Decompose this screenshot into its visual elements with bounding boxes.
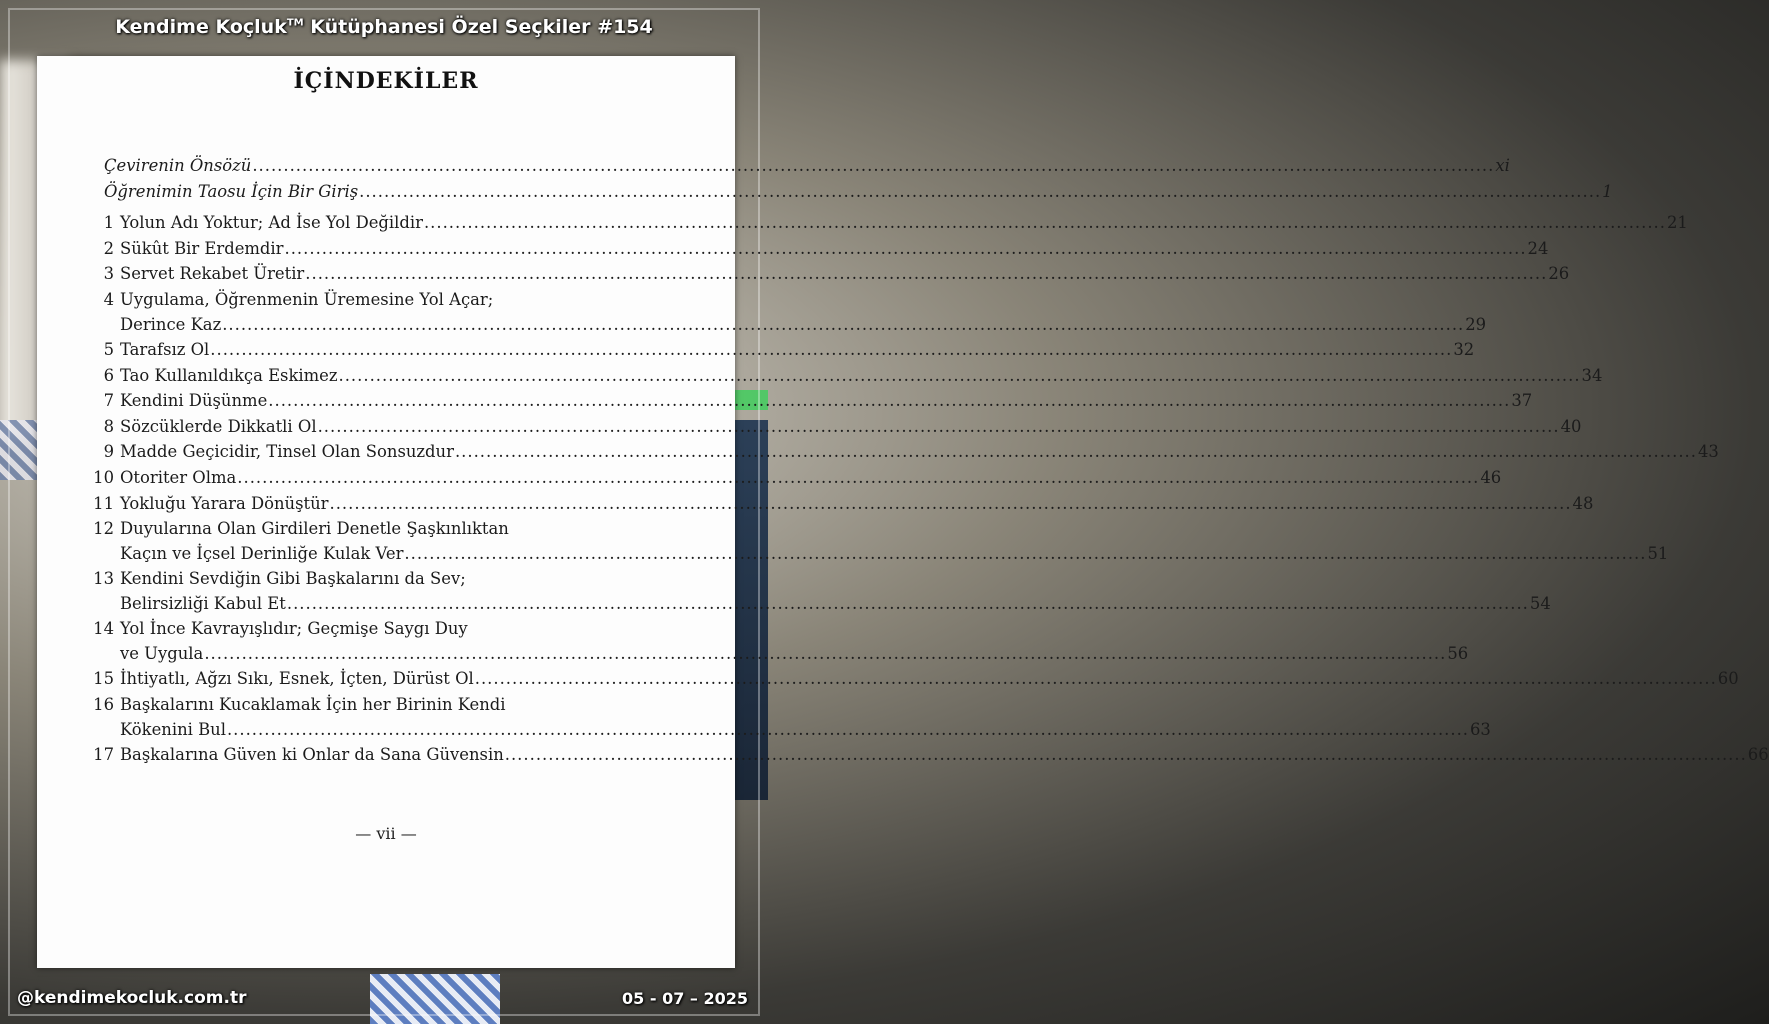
chapter-page: 26: [1548, 264, 1570, 284]
chapter-title: Başkalarına Güven ki Onlar da Sana Güvensin: [120, 744, 504, 764]
chapter-title: Kendini Sevdiğin Gibi Başkalarını da Sev;: [120, 569, 466, 589]
chapter-title: Yol İnce Kavrayışlıdır; Geçmişe Saygı Duy: [120, 619, 468, 639]
table-of-contents: [82, 156, 1769, 770]
entry-page: 1: [1602, 181, 1613, 201]
dot-leader: [285, 239, 1527, 258]
chapter-number: 6: [103, 365, 114, 385]
chapter-number: 7: [103, 391, 114, 411]
entry-title: Çevirenin Önsözü: [104, 156, 252, 175]
dot-leader: [404, 544, 1646, 563]
chapter-title: Kendini Düşünme: [120, 391, 268, 411]
toc-entry: [82, 264, 1570, 290]
date-label: 05 - 07 – 2025: [622, 989, 748, 1008]
chapter-page: 60: [1717, 669, 1739, 689]
chapter-page: 48: [1572, 493, 1594, 513]
toc-entry: [82, 569, 1551, 619]
dot-leader: [268, 391, 1510, 410]
chapter-content: [120, 569, 1551, 619]
toc-entry: [82, 213, 1688, 239]
chapter-page: 63: [1470, 719, 1491, 739]
chapter-number: 2: [103, 238, 114, 258]
dot-leader: [318, 417, 1560, 436]
chapter-title: Otoriter Olma: [120, 467, 237, 487]
toc-entry: [82, 416, 1582, 443]
chapter-page: 43: [1697, 442, 1719, 462]
page-number-footer: — vii —: [355, 824, 417, 843]
toc-entry: [82, 669, 1739, 695]
dot-leader: [222, 315, 1464, 334]
dot-leader: [210, 340, 1452, 359]
chapter-page: 32: [1453, 339, 1475, 359]
toc-entry: [82, 365, 1603, 392]
chapter-page: 24: [1527, 238, 1549, 258]
chapter-title: Yokluğu Yarara Dönüştür: [120, 493, 329, 513]
chapter-number: 17: [93, 744, 114, 764]
toc-entry: [82, 238, 1549, 265]
toc-entry: [82, 156, 1510, 182]
chapter-title-line2: Derince Kaz: [120, 314, 222, 334]
chapter-page: 66: [1747, 744, 1769, 764]
chapter-page: 54: [1529, 594, 1551, 614]
chapter-title-cont: [120, 594, 1551, 619]
chapter-title-cont: [120, 644, 1468, 669]
chapter-page: 34: [1581, 365, 1603, 385]
dot-leader: [505, 745, 1747, 764]
chapter-title: Duyularına Olan Girdileri Denetle Şaşkınlıktan: [120, 519, 509, 539]
toc-entry: [82, 339, 1475, 366]
chapter-number: 9: [103, 442, 114, 462]
chapter-number: 3: [103, 264, 114, 284]
chapter-title: Madde Geçicidir, Tinsel Olan Sonsuzdur: [120, 442, 454, 462]
chapter-title: Tarafsız Ol: [120, 339, 210, 359]
chapter-number: 4: [103, 289, 114, 309]
toc-entry: [82, 467, 1502, 494]
chapter-title-line2: Kökenini Bul: [120, 719, 226, 739]
website-label: @kendimekocluk.com.tr: [17, 988, 247, 1008]
banner-title: Kendime Koçluk™ Kütüphanesi Özel Seçkiler #154: [115, 16, 653, 38]
toc-entry: [82, 619, 1469, 669]
front-matter: [82, 156, 1613, 207]
chapter-page: 51: [1647, 544, 1669, 564]
chapter-title-cont: [120, 720, 1491, 745]
chapter-number: 5: [103, 339, 114, 359]
chapter-number: 10: [93, 467, 114, 487]
toc-entry: [82, 181, 1613, 208]
entry-title: Öğrenimin Taosu İçin Bir Giriş: [104, 181, 359, 201]
dot-leader: [287, 594, 1529, 613]
chapter-page: 21: [1666, 213, 1688, 233]
toc-entry: [82, 493, 1594, 520]
dot-leader: [252, 156, 1494, 175]
chapter-title-cont: [120, 315, 1486, 340]
book-page: [37, 56, 1769, 968]
dot-leader: [305, 264, 1547, 283]
chapter-number: 12: [93, 519, 114, 539]
chapter-number: 8: [103, 416, 114, 436]
toc-entry: [82, 442, 1719, 468]
chapter-title-cont: [120, 544, 1668, 569]
toc-entry: [82, 694, 1491, 745]
chapter-title-line2: Kaçın ve İçsel Derinliğe Kulak Ver: [120, 544, 404, 564]
chapter-title-line2: ve Uygula: [120, 644, 204, 664]
chapter-page: 40: [1560, 416, 1582, 436]
chapter-list: [82, 213, 1769, 770]
chapter-title: Tao Kullanıldıkça Eskimez: [120, 365, 338, 385]
chapter-title: İhtiyatlı, Ağzı Sıkı, Esnek, İçten, Dürüst Ol: [120, 669, 474, 689]
chapter-title: Sözcüklerde Dikkatli Ol: [120, 416, 317, 436]
dot-leader: [204, 644, 1446, 663]
dot-leader: [455, 442, 1697, 461]
chapter-page: 46: [1480, 467, 1502, 487]
chapter-number: 11: [93, 493, 114, 513]
dot-leader: [359, 182, 1601, 201]
chapter-title: Yolun Adı Yoktur; Ad İse Yol Değildir: [120, 213, 423, 233]
dot-leader: [339, 366, 1581, 385]
dot-leader: [227, 720, 1469, 739]
chapter-number: 15: [93, 669, 114, 689]
toc-entry: [82, 519, 1669, 569]
toc-entry: [82, 391, 1533, 417]
page-heading: İÇİNDEKİLER: [293, 68, 479, 94]
chapter-page: 29: [1465, 314, 1487, 334]
chapter-title: Sükût Bir Erdemdir: [120, 238, 284, 258]
chapter-title: Uygulama, Öğrenmenin Üremesine Yol Açar;: [120, 289, 494, 309]
chapter-page: 37: [1511, 391, 1533, 411]
entry-page: xi: [1495, 156, 1510, 175]
chapter-number: 1: [103, 213, 114, 233]
dot-leader: [475, 669, 1717, 688]
chapter-page: 56: [1447, 644, 1469, 664]
dot-leader: [237, 468, 1479, 487]
dot-leader: [424, 213, 1666, 232]
chapter-title: Servet Rekabet Üretir: [120, 264, 305, 284]
chapter-title: Başkalarını Kucaklamak İçin her Birinin Kendi: [120, 694, 506, 714]
toc-entry: [82, 744, 1769, 771]
chapter-number: 16: [93, 694, 114, 714]
dot-leader: [330, 494, 1572, 513]
chapter-number: 14: [93, 619, 114, 639]
toc-entry: [82, 289, 1487, 340]
chapter-content: [120, 695, 1491, 745]
chapter-content: [120, 290, 1486, 340]
chapter-content: [120, 619, 1468, 669]
chapter-content: [120, 519, 1668, 569]
chapter-title-line2: Belirsizliği Kabul Et: [120, 594, 286, 614]
chapter-number: 13: [93, 569, 114, 589]
